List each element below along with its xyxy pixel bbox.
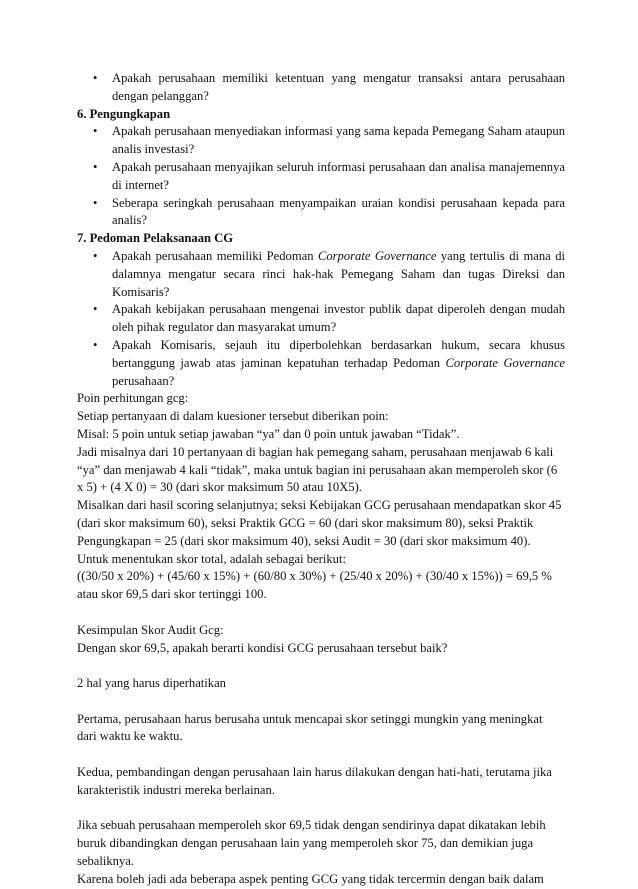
notes-title: 2 hal yang harus diperhatikan — [77, 676, 226, 691]
paragraph: Jika sebuah perusahaan memperoleh skor 69,5 tidak dengan sendirinya dapat dikatakan lebih buruk dibandingkan dengan perusahaan lain yang memperoleh skor 75, dan demikian juga sebaliknya. — [77, 818, 546, 869]
paragraph: Misal: 5 poin untuk setiap jawaban “ya” dan 0 poin untuk jawaban “Tidak”. — [77, 426, 460, 441]
spacer — [77, 800, 565, 818]
list-item: • Apakah kebijakan perusahaan mengenai investor publik dapat diperoleh dengan mudah oleh pihak regulator dan masyarakat umum? — [77, 301, 565, 337]
paragraph: Untuk menentukan skor total, adalah sebagai berikut: — [77, 551, 346, 566]
paragraph: Pertama, perusahaan harus berusaha untuk mencapai skor setinggi mungkin yang meningkat dari waktu ke waktu. — [77, 711, 543, 744]
section-heading-pengungkapan: 6. Pengungkapan — [77, 106, 171, 121]
list-item: • Apakah perusahaan memiliki ketentuan yang mengatur transaksi antara perusahaan dengan pelanggan? — [77, 70, 565, 106]
spacer — [77, 693, 565, 711]
conclusion-title: Kesimpulan Skor Audit Gcg: — [77, 622, 224, 637]
pedoman-bullet-list — [77, 248, 565, 390]
document-page — [77, 70, 565, 889]
paragraph: Kedua, pembandingan dengan perusahaan lain harus dilakukan dengan hati-hati, terutama jika karakteristik industri mereka berlainan. — [77, 765, 552, 797]
paragraph: Dengan skor 69,5, apakah berarti kondisi GCG perusahaan tersebut baik? — [77, 640, 448, 655]
list-item: • Seberapa seringkah perusahaan menyampaikan uraian kondisi perusahaan kepada para analis? — [77, 195, 565, 231]
top-bullet-list — [77, 70, 565, 106]
paragraph: Karena boleh jadi ada beberapa aspek penting GCG yang tidak tercermin dengan baik dalam — [77, 871, 544, 886]
list-item: • Apakah perusahaan menyediakan informasi yang sama kepada Pemegang Saham ataupun analis investasi? — [77, 123, 565, 159]
paragraph: Misalkan dari hasil scoring selanjutnya; seksi Kebijakan GCG perusahaan mendapatkan skor 45 (dari skor maksimum 60), seksi Praktik GCG = 60 (dari skor maksimum 80), seksi Praktik Pengungkapan = 25 (dari skor maksimum 40), seksi Audit = 30 (dari skor maksimum 40). — [77, 498, 562, 548]
item-emphasis: Corporate Governance — [445, 355, 565, 370]
item-text: Apakah Komisaris, sejauh itu diperbolehkan berdasarkan hukum, secara khusus bertanggung jawab atas jaminan kepatuhan terhadap Pedoman — [112, 337, 565, 370]
paragraph: Setiap pertanyaan di dalam kuesioner tersebut diberikan poin: — [77, 409, 389, 424]
item-text: Apakah perusahaan memiliki Pedoman — [112, 248, 318, 263]
item-text: yang tertulis di mana di dalamnya mengatur secara rinci hak-hak Pemegang Saham dan tugas Direksi dan Komisaris? — [112, 248, 565, 299]
spacer — [77, 604, 565, 622]
list-item: • Apakah perusahaan menyajikan seluruh informasi perusahaan dan analisa manajemennya di internet? — [77, 159, 565, 195]
item-text: perusahaan? — [112, 373, 175, 388]
spacer — [77, 657, 565, 675]
list-item — [77, 337, 565, 390]
scoring-title: Poin perhitungan gcg: — [77, 391, 189, 406]
spacer — [77, 746, 565, 764]
formula-paragraph: ((30/50 x 20%) + (45/60 x 15%) + (60/80 x 30%) + (25/40 x 20%) + (30/40 x 15%)) = 69,5 % atau skor 69,5 dari skor tertinggi 100. — [77, 569, 552, 602]
pengungkapan-bullet-list — [77, 123, 565, 230]
paragraph: Jadi misalnya dari 10 pertanyaan di bagian hak pemegang saham, perusahaan menjawab 6 kali “ya” dan menjawab 4 kali “tidak”, maka untuk bagian ini perusahaan akan memperoleh skor (6 x 5) + (4 X 0) = 30 (dari skor maksimum 50 atau 10X5). — [77, 444, 558, 495]
item-emphasis: Corporate Governance — [317, 248, 437, 263]
section-heading-pedoman: 7. Pedoman Pelaksanaan CG — [77, 231, 234, 246]
list-item — [77, 248, 565, 301]
